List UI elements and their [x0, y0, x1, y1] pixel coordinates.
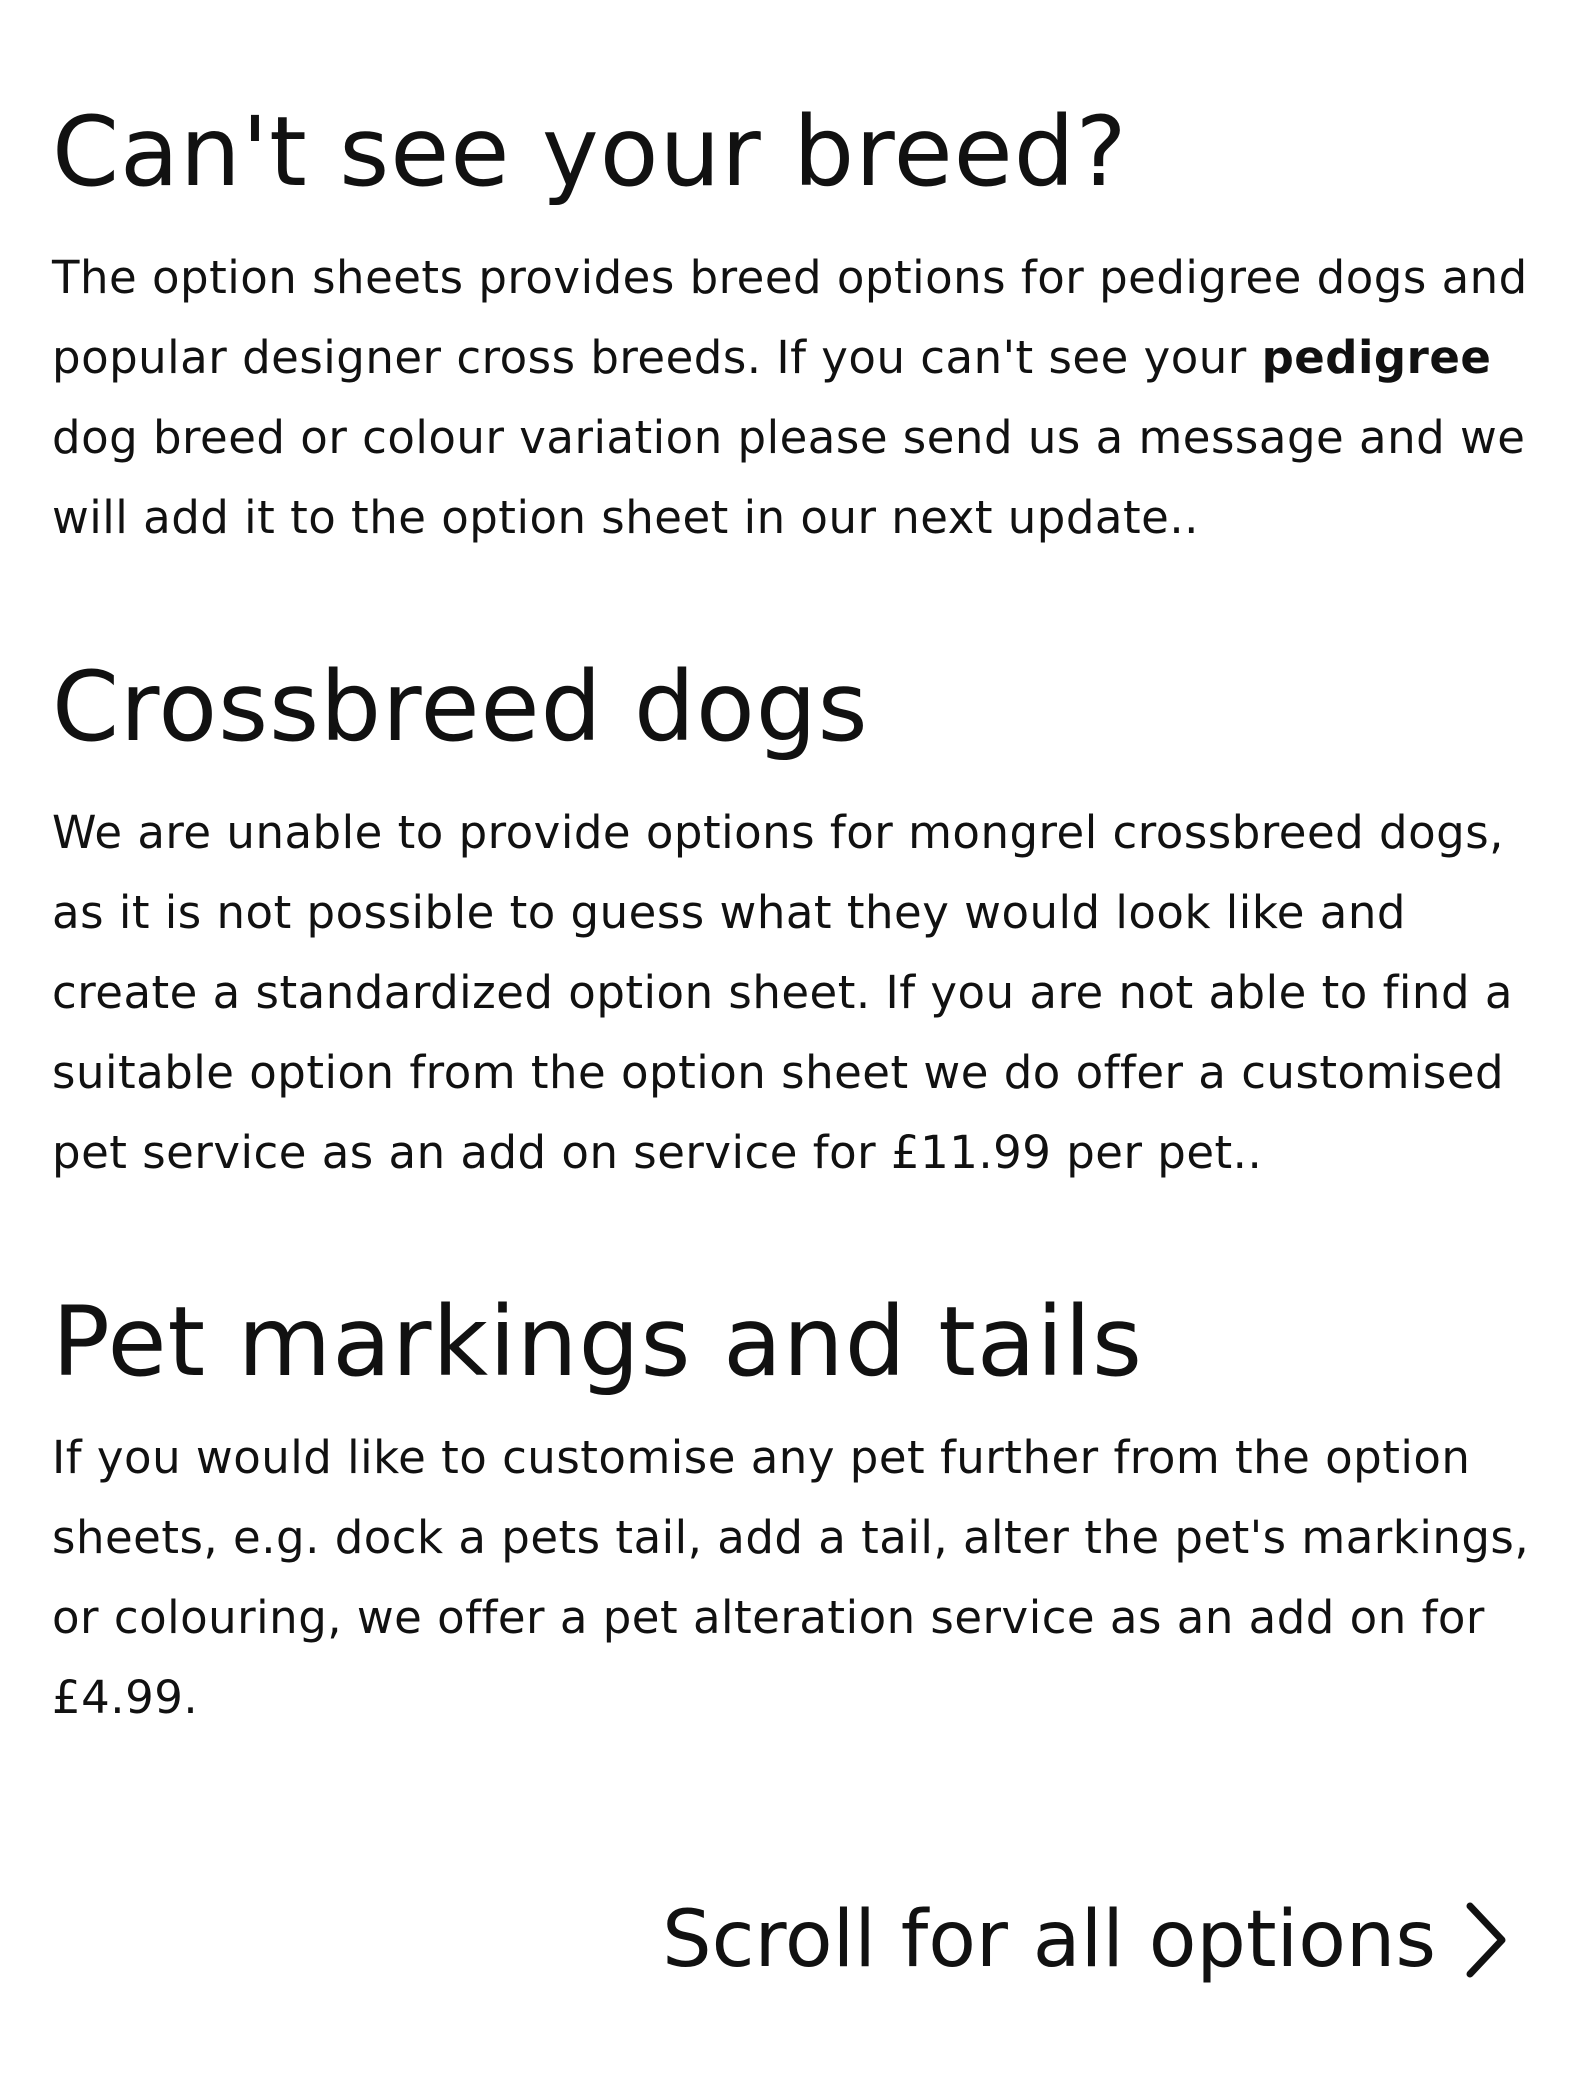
scroll-cta-label: Scroll for all options — [662, 1895, 1436, 1985]
chevron-right-icon — [1464, 1902, 1508, 1978]
section-body: If you would like to customise any pet further from the option sheets, e.g. dock a pets tail, add a tail, alter the pet's markings, or colouring, we offer a pet alteration service as an add on for £4.99. — [52, 1430, 1530, 1724]
body-text-part: The option sheets provides breed options for pedigree dogs and popular designer cross breeds. If you can't see your — [52, 250, 1528, 384]
section-heading: Can't see your breed? — [52, 96, 1128, 208]
section-pet-markings-tails — [52, 1286, 1552, 1738]
section-heading: Pet markings and tails — [52, 1286, 1144, 1398]
section-body: We are unable to provide options for mongrel crossbreed dogs, as it is not possible to guess what they would look like and create a standardized option sheet. If you are not able to find a suitable option from the option sheet we do offer a customised pet service as an add on service for £11.99 per pet.. — [52, 805, 1513, 1179]
section-body — [52, 238, 1552, 558]
body-text-part: dog breed or colour variation please send us a message and we will add it to the option sheet in our next update.. — [52, 410, 1526, 544]
section-cant-see-breed — [52, 96, 1552, 558]
body-emphasis: pedigree — [1261, 330, 1492, 384]
scroll-for-options-button[interactable] — [662, 1895, 1508, 1985]
section-crossbreed-dogs — [52, 651, 1552, 1193]
section-heading: Crossbreed dogs — [52, 651, 869, 763]
